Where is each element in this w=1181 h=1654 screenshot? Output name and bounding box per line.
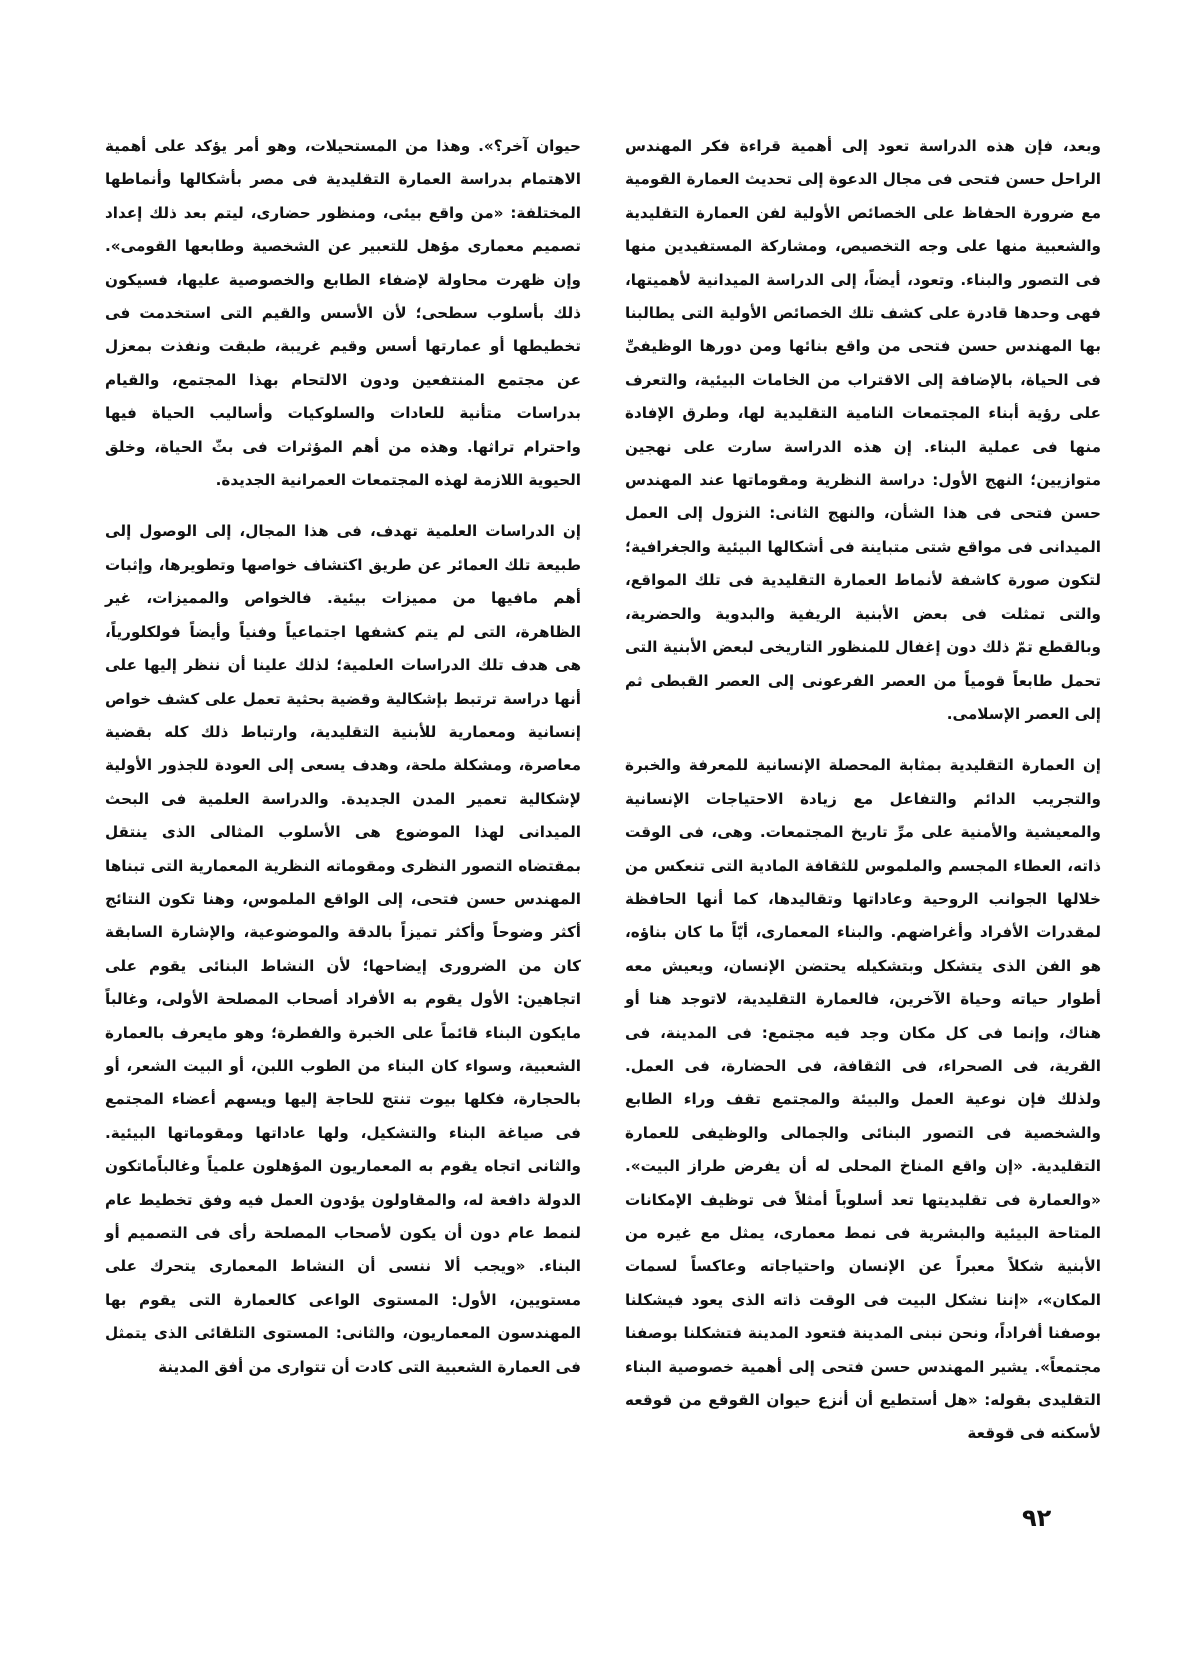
text-column-left	[105, 130, 581, 1384]
paragraph: إن العمارة التقليدية بمثابة المحصلة الإنسانية للمعرفة والخبرة والتجريب الدائم والتفاعل مع زيادة الاحتياجات الإنسانية والمعيشية والأمنية على مرِّ تاريخ المجتمعات. وهى، فى الوقت ذاته، العطاء المجسم والملموس للثقافة المادية التى تنعكس من خلالها الجوانب الروحية وعاداتها وتقاليدها، كما أنها الحافظة لمقدرات الأفراد وأغراضهم. والبناء المعمارى، أيّاً ما كان بناؤه، هو الفن الذى يتشكل وبتشكيله يحتضن الإنسان، ويعيش معه أطوار حياته وحياة الآخرين، فالعمارة التقليدية، لاتوجد هنا أو هناك، وإنما فى كل مكان وجد فيه مجتمع: فى المدينة، فى القرية، فى الصحراء، فى الثقافة، فى الحضارة، فى العمل. ولذلك فإن نوعية العمل والبيئة والمجتمع تقف وراء الطابع والشخصية فى التصور البنائى والجمالى والوظيفى للعمارة التقليدية. «إن واقع المناخ المحلى له أن يفرض طراز البيت». «والعمارة فى تقليديتها تعد أسلوباً أمثلاً فى توظيف الإمكانات المتاحة البيئية والبشرية فى نمط معمارى، يمثل مع غيره من الأبنية شكلاً معبراً عن الإنسان واحتياجاته وعاكساً لسمات المكان»، «إننا نشكل البيت فى الوقت ذاته الذى يعود فيشكلنا بوصفنا أفراداً، ونحن نبنى المدينة فتعود المدينة فتشكلنا بوصفنا مجتمعاً». يشير المهندس حسن فتحى إلى أهمية خصوصية البناء التقليدى بقوله: «هل أستطيع أن أنزع حيوان القوقع من قوقعه لأسكنه فى قوقعة	[625, 756, 1101, 1443]
text-column-right	[625, 130, 1101, 1451]
paragraph: حيوان آخر؟». وهذا من المستحيلات، وهو أمر يؤكد على أهمية الاهتمام بدراسة العمارة التقليدية فى مصر بأشكالها وأنماطها المختلفة: «من واقع بيئى، ومنظور حضارى، ليتم بعد ذلك إعداد تصميم معمارى مؤهل للتعبير عن الشخصية وطابعها القومى». وإن ظهرت محاولة لإضفاء الطابع والخصوصية عليها، فسيكون ذلك بأسلوب سطحى؛ لأن الأسس والقيم التى استخدمت فى تخطيطها أو عمارتها أسس وقيم غريبة، طبقت ونفذت بمعزل عن مجتمع المنتفعين ودون الالتحام بهذا المجتمع، والقيام بدراسات متأنية للعادات والسلوكيات وأساليب الحياة فيها واحترام تراثها. وهذه من أهم المؤثرات فى بثّ الحياة، وخلق الحيوية اللازمة لهذه المجتمعات العمرانية الجديدة.	[105, 137, 581, 490]
paragraph: وبعد، فإن هذه الدراسة تعود إلى أهمية قراءة فكر المهندس الراحل حسن فتحى فى مجال الدعوة إلى تحديث العمارة القومية مع ضرورة الحفاظ على الخصائص الأولية لفن العمارة التقليدية والشعبية منها على وجه التخصيص، ومشاركة المستفيدين منها فى التصور والبناء. وتعود، أيضاً، إلى الدراسة الميدانية لأهميتها، فهى وحدها قادرة على كشف تلك الخصائص الأولية التى يطالبنا بها المهندس حسن فتحى من واقع بنائها ومن دورها الوظيفىِّ فى الحياة، بالإضافة إلى الاقتراب من الخامات البيئية، والتعرف على رؤية أبناء المجتمعات النامية التقليدية لها، وطرق الإفادة منها فى عملية البناء. إن هذه الدراسة سارت على نهجين متوازيين؛ النهج الأول: دراسة النظرية ومقوماتها عند المهندس حسن فتحى فى هذا الشأن، والنهج الثانى: النزول إلى العمل الميدانى فى مواقع شتى متباينة فى أشكالها البيئية والجغرافية؛ لتكون صورة كاشفة لأنماط العمارة التقليدية فى تلك المواقع، والتى تمثلت فى بعض الأبنية الريفية والبدوية والحضرية، وبالقطع تمّ ذلك دون إغفال للمنظور التاريخى لبعض الأبنية التى تحمل طابعاً قومياً من العصر الفرعونى إلى العصر القبطى ثم إلى العصر الإسلامى.	[625, 137, 1101, 723]
page-number: ٩٢	[1022, 1504, 1052, 1532]
paragraph: إن الدراسات العلمية تهدف، فى هذا المجال، إلى الوصول إلى طبيعة تلك العمائر عن طريق اكتشاف خواصها وتطويرها، وإثبات أهم مافيها من مميزات بيئية. فالخواص والمميزات، غير الظاهرة، التى لم يتم كشفها اجتماعياً وفنياً وأيضاً فولكلورياً، هى هدف تلك الدراسات العلمية؛ لذلك علينا أن ننظر إليها على أنها دراسة ترتبط بإشكالية وقضية بحثية تعمل على كشف خواص إنسانية ومعمارية للأبنية التقليدية، وارتباط ذلك كله بقضية معاصرة، ومشكلة ملحة، وهدف يسعى إلى العودة للجذور الأولية لإشكالية تعمير المدن الجديدة. والدراسة العلمية فى البحث الميدانى لهذا الموضوع هى الأسلوب المثالى الذى ينتقل بمقتضاه التصور النظرى ومقوماته النظرية المعمارية التى تبناها المهندس حسن فتحى، إلى الواقع الملموس، وهنا تكون النتائج أكثر وضوحاً وأكثر تميزاً بالدقة والموضوعية، والإشارة السابقة كان من الضرورى إيضاحها؛ لأن النشاط البنائى يقوم على اتجاهين: الأول يقوم به الأفراد أصحاب المصلحة الأولى، وغالباً مايكون البناء قائماً على الخبرة والفطرة؛ وهو مايعرف بالعمارة الشعبية، وسواء كان البناء من الطوب اللبن، أو البيت الشعر، أو بالحجارة، فكلها بيوت تنتج للحاجة إليها ويسهم أعضاء المجتمع فى صياغة البناء والتشكيل، ولها عاداتها ومقوماتها البيئية. والثانى اتجاه يقوم به المعماريون المؤهلون علمياً وغالباًماتكون الدولة دافعة له، والمقاولون يؤدون العمل فيه وفق تخطيط عام لنمط عام دون أن يكون لأصحاب المصلحة رأى فى التصميم أو البناء. «ويجب ألا ننسى أن النشاط المعمارى يتحرك على مستويين، الأول: المستوى الواعى كالعمارة التى يقوم بها المهندسون المعماريون، والثانى: المستوى التلقائى الذى يتمثل فى العمارة الشعبية التى كادت أن تتوارى من أفق المدينة	[105, 522, 581, 1376]
